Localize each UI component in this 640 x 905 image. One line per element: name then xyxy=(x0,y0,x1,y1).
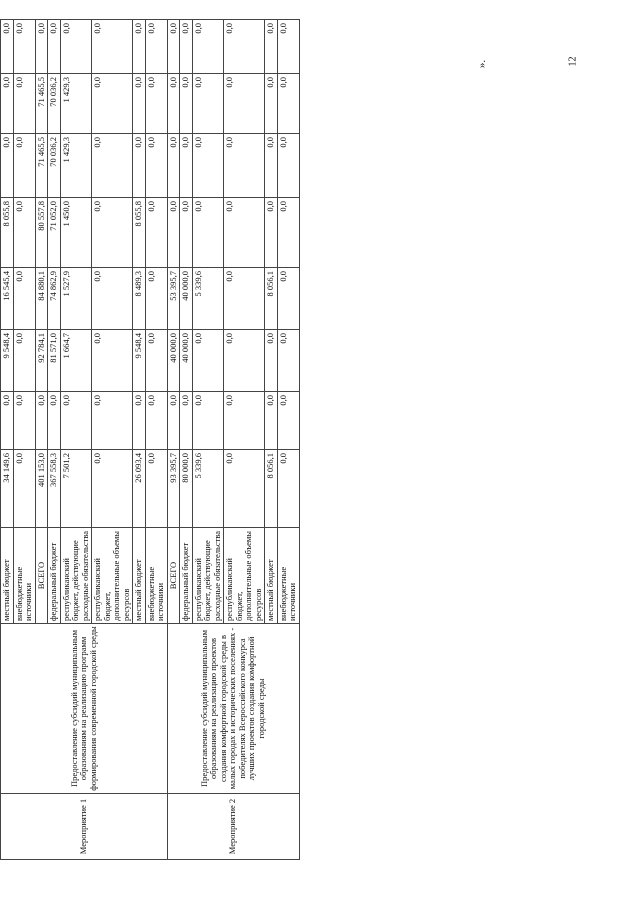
value-cell: 0,0 xyxy=(92,268,133,330)
value-cell: 7 501,2 xyxy=(60,450,92,528)
value-cell: 0,0 xyxy=(13,20,35,74)
budget-table xyxy=(0,19,300,860)
value-cell: 0,0 xyxy=(92,74,133,134)
value-cell: 0,0 xyxy=(92,198,133,268)
table-row xyxy=(1,20,14,860)
value-cell: 1 429,3 xyxy=(60,74,92,134)
value-cell: 0,0 xyxy=(192,20,224,74)
value-cell: 0,0 xyxy=(1,20,14,74)
value-cell: 0,0 xyxy=(224,268,265,330)
value-cell: 0,0 xyxy=(224,74,265,134)
value-cell: 0,0 xyxy=(13,268,35,330)
value-cell: 0,0 xyxy=(145,268,167,330)
value-cell: 0,0 xyxy=(1,134,14,198)
value-cell: 0,0 xyxy=(133,74,146,134)
value-cell: 0,0 xyxy=(224,134,265,198)
value-cell: 70 036,2 xyxy=(48,74,61,134)
value-cell: 367 558,3 xyxy=(48,450,61,528)
value-cell: 70 036,2 xyxy=(48,134,61,198)
value-cell: 74 862,9 xyxy=(48,268,61,330)
value-cell: 92 784,1 xyxy=(35,330,48,392)
value-cell: 0,0 xyxy=(192,198,224,268)
value-cell: 0,0 xyxy=(180,134,193,198)
funding-source-cell: местный бюджет xyxy=(1,528,14,624)
value-cell: 0,0 xyxy=(265,330,278,392)
value-cell: 5 339,6 xyxy=(192,450,224,528)
value-cell: 0,0 xyxy=(145,392,167,450)
value-cell: 0,0 xyxy=(92,392,133,450)
value-cell: 0,0 xyxy=(265,134,278,198)
value-cell: 0,0 xyxy=(133,134,146,198)
value-cell: 80 557,8 xyxy=(35,198,48,268)
value-cell: 0,0 xyxy=(92,20,133,74)
value-cell: 0,0 xyxy=(277,134,299,198)
value-cell: 0,0 xyxy=(224,450,265,528)
value-cell: 0,0 xyxy=(145,450,167,528)
value-cell: 0,0 xyxy=(265,198,278,268)
value-cell: 0,0 xyxy=(145,330,167,392)
value-cell: 0,0 xyxy=(35,20,48,74)
value-cell: 80 000,0 xyxy=(180,450,193,528)
value-cell: 0,0 xyxy=(180,392,193,450)
value-cell: 8 489,3 xyxy=(133,268,146,330)
funding-source-cell: республиканский бюджет, дополнительные объемы ресурсов xyxy=(92,528,133,624)
value-cell: 0,0 xyxy=(180,74,193,134)
value-cell: 0,0 xyxy=(60,392,92,450)
value-cell: 71 465,5 xyxy=(35,74,48,134)
value-cell: 0,0 xyxy=(145,20,167,74)
funding-source-cell: местный бюджет xyxy=(265,528,278,624)
value-cell: 0,0 xyxy=(13,450,35,528)
value-cell: 0,0 xyxy=(265,392,278,450)
value-cell: 71 052,0 xyxy=(48,198,61,268)
funding-source-cell: внебюджетные источники xyxy=(277,528,299,624)
value-cell: 0,0 xyxy=(180,198,193,268)
value-cell: 53 395,7 xyxy=(167,268,180,330)
value-cell: 0,0 xyxy=(265,20,278,74)
value-cell: 1 664,7 xyxy=(60,330,92,392)
value-cell: 40 000,0 xyxy=(180,268,193,330)
value-cell: 0,0 xyxy=(265,74,278,134)
value-cell: 0,0 xyxy=(167,74,180,134)
value-cell: 0,0 xyxy=(224,392,265,450)
funding-source-cell: федеральный бюджет xyxy=(48,528,61,624)
value-cell: 0,0 xyxy=(224,330,265,392)
value-cell: 0,0 xyxy=(1,74,14,134)
value-cell: 0,0 xyxy=(13,74,35,134)
value-cell: 0,0 xyxy=(92,134,133,198)
value-cell: 0,0 xyxy=(145,198,167,268)
table-row xyxy=(167,20,180,860)
closing-mark: ». xyxy=(476,59,489,69)
value-cell: 40 000,0 xyxy=(167,330,180,392)
value-cell: 0,0 xyxy=(48,20,61,74)
funding-source-cell: республиканский бюджет, действующие расходные обязательства xyxy=(192,528,224,624)
value-cell: 0,0 xyxy=(224,20,265,74)
value-cell: 34 149,6 xyxy=(1,450,14,528)
value-cell: 0,0 xyxy=(277,198,299,268)
value-cell: 0,0 xyxy=(192,134,224,198)
funding-source-cell: республиканский бюджет, дополнительные объемы ресурсов xyxy=(224,528,265,624)
value-cell: 5 339,6 xyxy=(192,268,224,330)
funding-source-cell: внебюджетные источники xyxy=(145,528,167,624)
value-cell: 26 093,4 xyxy=(133,450,146,528)
value-cell: 0,0 xyxy=(167,20,180,74)
event-description-cell: Предоставление субсидий муниципальным образованиям на реализацию проектов создания комфортной городской среды в малых городах и исторических поселениях - победителях Всероссийского конкурса лучших проектов создания комфортной городской среды xyxy=(167,624,299,794)
value-cell: 0,0 xyxy=(92,330,133,392)
value-cell: 0,0 xyxy=(277,450,299,528)
value-cell: 0,0 xyxy=(277,268,299,330)
value-cell: 0,0 xyxy=(192,74,224,134)
value-cell: 0,0 xyxy=(60,20,92,74)
value-cell: 0,0 xyxy=(133,392,146,450)
value-cell: 0,0 xyxy=(224,198,265,268)
value-cell: 0,0 xyxy=(145,74,167,134)
value-cell: 0,0 xyxy=(13,392,35,450)
value-cell: 0,0 xyxy=(167,392,180,450)
value-cell: 71 465,5 xyxy=(35,134,48,198)
value-cell: 1 527,9 xyxy=(60,268,92,330)
value-cell: 0,0 xyxy=(13,330,35,392)
event-id-cell: Мероприятие 1 xyxy=(1,794,168,860)
value-cell: 0,0 xyxy=(48,392,61,450)
value-cell: 401 153,0 xyxy=(35,450,48,528)
budget-table-body xyxy=(1,20,300,860)
value-cell: 0,0 xyxy=(277,392,299,450)
value-cell: 0,0 xyxy=(1,392,14,450)
funding-source-cell: внебюджетные источники xyxy=(13,528,35,624)
funding-source-cell: федеральный бюджет xyxy=(180,528,193,624)
value-cell: 0,0 xyxy=(277,20,299,74)
value-cell: 0,0 xyxy=(277,74,299,134)
value-cell: 0,0 xyxy=(13,134,35,198)
value-cell: 0,0 xyxy=(180,20,193,74)
value-cell: 81 571,0 xyxy=(48,330,61,392)
funding-source-cell: местный бюджет xyxy=(133,528,146,624)
value-cell: 40 000,0 xyxy=(180,330,193,392)
value-cell: 1 429,3 xyxy=(60,134,92,198)
value-cell: 0,0 xyxy=(13,198,35,268)
funding-source-cell: ВСЕГО xyxy=(35,528,48,624)
event-id-cell: Мероприятие 2 xyxy=(167,794,299,860)
funding-source-cell: республиканский бюджет, действующие расходные обязательства xyxy=(60,528,92,624)
value-cell: 0,0 xyxy=(192,392,224,450)
value-cell: 8 056,1 xyxy=(265,268,278,330)
value-cell: 0,0 xyxy=(133,20,146,74)
value-cell: 0,0 xyxy=(145,134,167,198)
value-cell: 8 056,1 xyxy=(265,450,278,528)
value-cell: 0,0 xyxy=(167,134,180,198)
value-cell: 0,0 xyxy=(277,330,299,392)
value-cell: 93 395,7 xyxy=(167,450,180,528)
page-number: 12 xyxy=(567,56,579,67)
value-cell: 0,0 xyxy=(167,198,180,268)
funding-source-cell: ВСЕГО xyxy=(167,528,180,624)
value-cell: 8 055,8 xyxy=(1,198,14,268)
value-cell: 84 880,1 xyxy=(35,268,48,330)
value-cell: 0,0 xyxy=(92,450,133,528)
value-cell: 8 055,8 xyxy=(133,198,146,268)
value-cell: 0,0 xyxy=(35,392,48,450)
value-cell: 9 548,4 xyxy=(1,330,14,392)
value-cell: 16 545,4 xyxy=(1,268,14,330)
value-cell: 0,0 xyxy=(192,330,224,392)
event-description-cell: Предоставление субсидий муниципальным образованиям на реализацию программ формирования современной городской среды xyxy=(1,624,168,794)
value-cell: 9 548,4 xyxy=(133,330,146,392)
value-cell: 1 450,0 xyxy=(60,198,92,268)
